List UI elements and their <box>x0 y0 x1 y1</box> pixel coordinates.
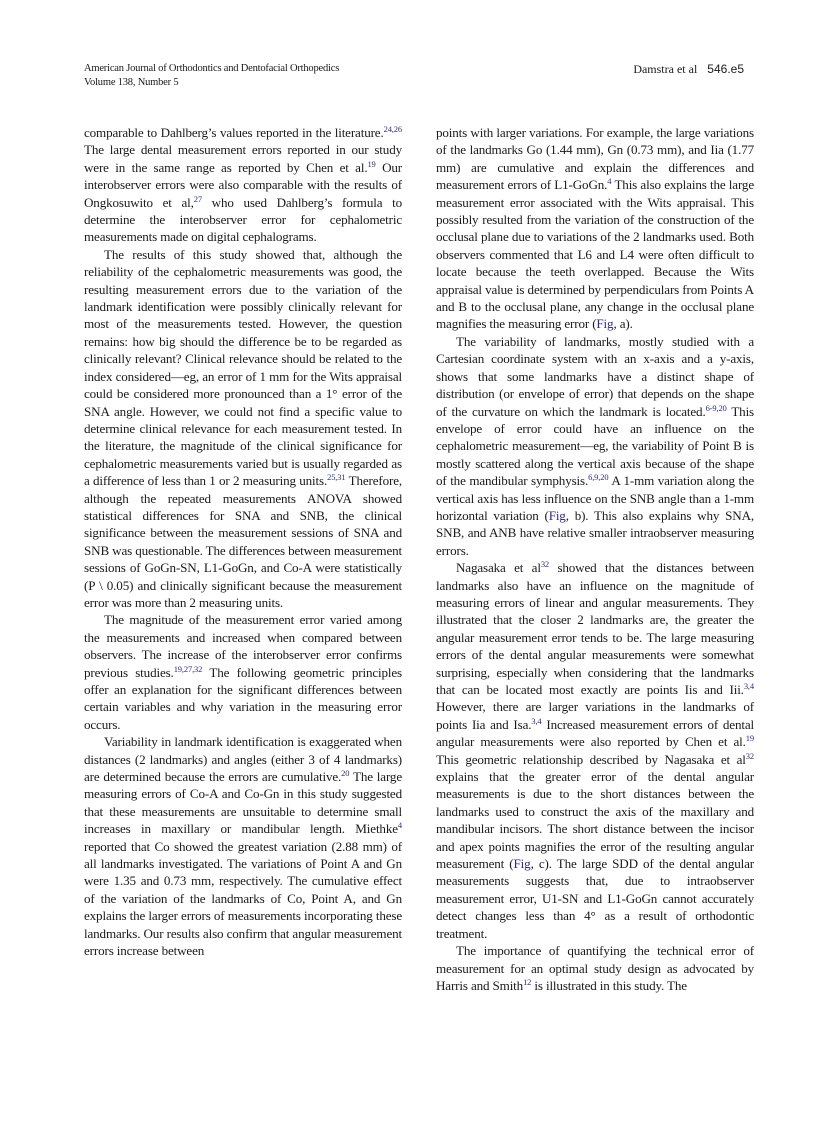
paragraph <box>436 124 754 333</box>
running-header <box>84 62 754 94</box>
right-column <box>436 124 754 994</box>
journal-title: American Journal of Orthodontics and Dentofacial Orthopedics <box>84 63 340 74</box>
text: who used Dahlberg’s formula to determine the interobserver error for cephalometric measurements made on digital cephalograms. <box>84 194 402 245</box>
text: The importance of quantifying the technical error of measurement for an optimal study design as advocated by Harris and Smith <box>436 943 754 993</box>
citation[interactable]: 6-9,20 <box>705 402 727 413</box>
text: reported that Co showed the greatest variation (2.88 mm) of all landmarks investigated. The variations of Point A and Gn were 1.35 and 0.73 mm, respectively. The cumulative effect of the variation of the landmarks of Co, Point A, and Gn explains the larger errors of measurements incorporating these landmarks. Our results also confirm that angular measurement errors increase between <box>84 838 402 959</box>
text: Variability in landmark identification is exaggerated when distances (2 landmarks) and angles (either 3 of 4 landmarks) are determined because the errors are cumulative. <box>84 734 402 785</box>
paragraph <box>84 124 402 246</box>
running-authors: Damstra et al <box>633 62 698 76</box>
citation[interactable]: 19 <box>745 733 754 744</box>
left-column <box>84 124 402 960</box>
paragraph <box>84 611 402 733</box>
citation[interactable]: 24,26 <box>383 124 402 134</box>
citation[interactable]: 19 <box>367 158 376 169</box>
citation[interactable]: 27 <box>193 193 202 204</box>
citation[interactable]: 3,4 <box>531 715 542 726</box>
text: is illustrated in this study. The <box>531 977 687 993</box>
text: explains that the greater error of the dental angular measurements is due to the short distances between the landmarks used to construct the axis of the maxillary and mandibular incisors. The short distance between the incisor and apex points magnifies the error of the resulting angular measurement ( <box>436 769 754 872</box>
figure-link[interactable]: Fig <box>596 316 614 332</box>
page-info <box>633 62 744 76</box>
text: , b). This also explains why SNA, SNB, and ANB have relative smaller intraobserver measuring errors. <box>436 507 754 558</box>
text: The magnitude of the measurement error varied among the measurements and increased when compared between observers. The increase of the interobserver error confirms previous studies. <box>84 612 402 680</box>
text: This geometric relationship described by Nagasaka et al <box>436 751 746 767</box>
citation[interactable]: 19,27,32 <box>173 663 203 674</box>
journal-volume: Volume 138, Number 5 <box>84 77 179 88</box>
text: This also explains the large measurement error associated with the Wits appraisal. This possibly resulted from the variation of the construction of the occlusal plane due to variations of the 2 landmarks used. Both observers commented that L6 and L4 were often difficult to locate because the teeth overlapped. Because the Wits appraisal value is determined by perpendiculars from Points A and B to the occlusal plane, any change in the occlusal plane magnifies the measuring error ( <box>436 177 754 332</box>
text: The large dental measurement errors reported in our study were in the same range as reported by Chen et al. <box>84 142 402 175</box>
paragraph <box>84 733 402 959</box>
text: Therefore, although the repeated measurements ANOVA showed statistical differences for SNA and SNB, the clinical significance between the measurement sessions of SNA and SNB was questionable. The differences between measurement sessions of GoGn-SN, L1-GoGn, and Co-A were statistically (P \ 0.05) and clinically significant because the measurement error was more than 2 measuring units. <box>84 473 402 610</box>
text: points with larger variations. For example, the large variations of the landmarks Go (1.44 mm), Gn (0.73 mm), and Iia (1.77 mm) are cumulative and explain the differences and measurement errors of L1-GoGn. <box>436 125 754 193</box>
paragraph <box>436 942 754 994</box>
citation[interactable]: 4 <box>607 176 612 187</box>
text: The variability of landmarks, mostly studied with a Cartesian coordinate system with an x-axis and a y-axis, shows that some landmarks have a distinct shape of distribution (or envelope of error) that depends on the shape of the curvature on which the landmark is located. <box>436 333 754 419</box>
text: This envelope of error could have an influence on the cephalometric measurement—eg, the variability of Point B is mostly scattered along the vertical axis because of the shape of the mandibular symphysis. <box>436 403 754 489</box>
paragraph <box>84 246 402 612</box>
citation[interactable]: 4 <box>397 820 402 831</box>
text: comparable to Dahlberg’s values reported in the literature. <box>84 125 384 140</box>
figure-link[interactable]: Fig <box>548 507 566 523</box>
text: , c). The large SDD of the dental angular measurements suggests that, due to intraobserver measurement error, U1-SN and L1-GoGn cannot accurately detect changes less than 4° as a result of orthodontic treatment. <box>436 856 754 941</box>
text: A 1-mm variation along the vertical axis has less influence on the SNB angle than a 1-mm horizontal variation ( <box>436 473 754 523</box>
text: Nagasaka et al <box>456 560 541 576</box>
citation[interactable]: 6,9,20 <box>588 472 609 483</box>
citation[interactable]: 20 <box>341 768 350 779</box>
text: The results of this study showed that, although the reliability of the cephalometric measurements was good, the resulting measurement errors due to the variation of the landmark identification were possibly clinically relevant for most of the measurements tested. However, the question remains: how big should the difference be to be regarded as clinically relevant? Clinical relevance should be related to the index considered—eg, an error of 1 mm for the Wits appraisal could be considered more pronounced than a 1° error of the SNA angle. However, we could not find a specific value to determine clinical relevance for each measurement tested. In the literature, the magnitude of the clinical significance for cephalometric measurements varied but is usually regarded as a difference of less than 1 or 2 measuring units. <box>84 246 402 489</box>
text: However, there are larger variations in the landmarks of points Iia and Isa. <box>436 699 754 732</box>
paragraph <box>436 559 754 942</box>
text: , a). <box>613 316 633 332</box>
citation[interactable]: 12 <box>523 976 532 987</box>
text: Increased measurement errors of dental angular measurements were also reported by Chen et al. <box>436 716 754 750</box>
text: The large measuring errors of Co-A and Co-Gn in this study suggested that these measurements are unsuitable to determine small increases in maxillary or mandibular length. Miethke <box>84 769 402 837</box>
page-number: 546.e5 <box>707 62 744 76</box>
figure-link[interactable]: Fig <box>513 856 531 872</box>
journal-info <box>84 62 339 90</box>
text: showed that the distances between landmarks also have an influence on the magnitude of measuring errors of linear and angular measurements. They illustrated that the closer 2 landmarks are, the greater the angular measurement error tends to be. The large measuring errors of the dental angular measurements were somewhat surprising, especially when considering that the landmarks that can be located most exactly are points Iis and Iii. <box>436 560 754 697</box>
citation[interactable]: 32 <box>745 750 754 761</box>
citation[interactable]: 32 <box>540 559 550 570</box>
text: Our interobserver errors were also comparable with the results of Ongkosuwito et al, <box>84 159 402 210</box>
citation[interactable]: 25,31 <box>327 472 346 483</box>
citation[interactable]: 3,4 <box>743 681 754 691</box>
text: The following geometric principles offer an explanation for the significant differences between certain variables and why variation in the measuring error occurs. <box>84 664 402 732</box>
paragraph <box>436 333 754 559</box>
